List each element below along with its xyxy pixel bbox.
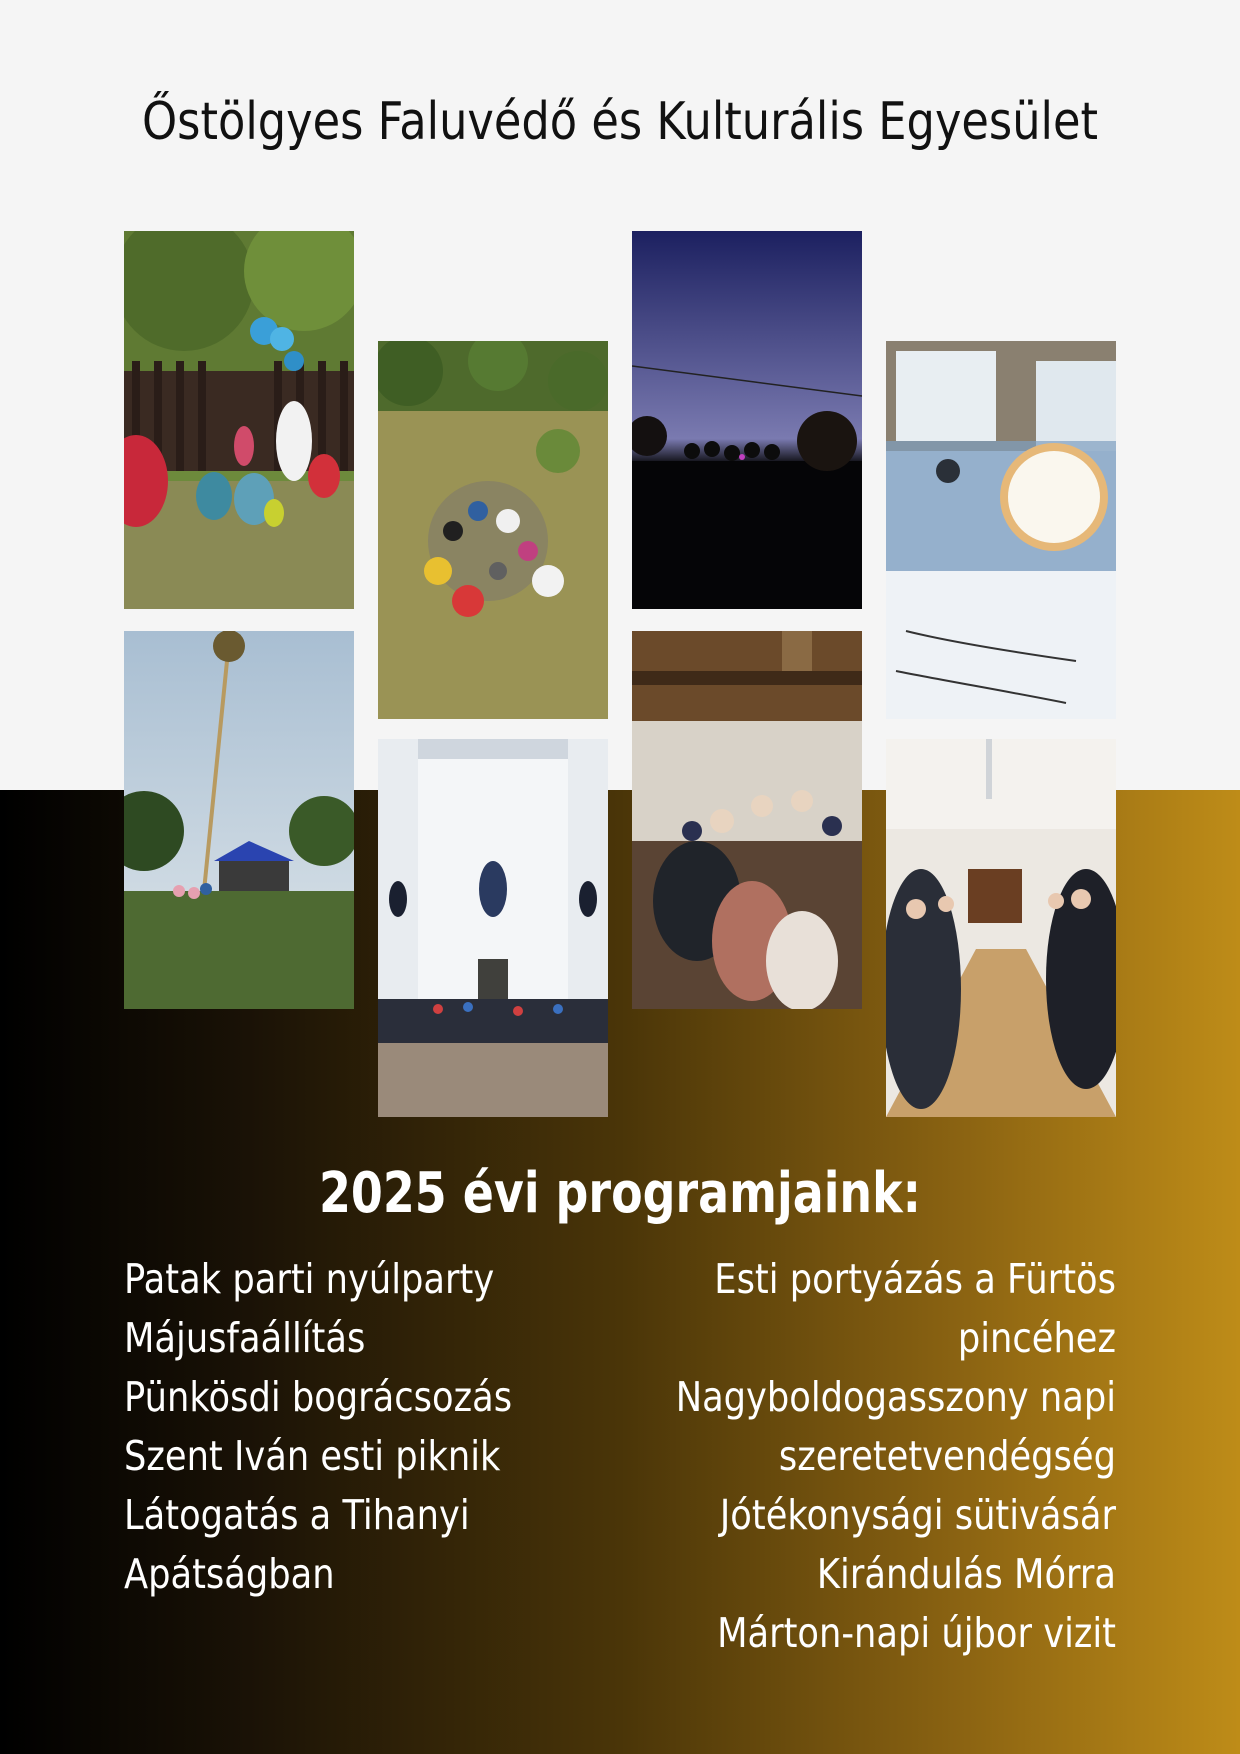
- easter-garden-scene-icon: [124, 231, 354, 609]
- program-item: szeretetvendégség: [778, 1432, 1116, 1480]
- page-title: Őstölgyes Faluvédő és Kulturális Egyesület: [141, 92, 1099, 152]
- cellar-gathering-photo: [632, 631, 862, 1009]
- programs-heading: 2025 évi programjaink:: [318, 1161, 922, 1226]
- program-item: Nagyboldogasszony napi: [675, 1373, 1116, 1421]
- charity-cookie-photo: [886, 341, 1116, 719]
- program-item: Szent Iván esti piknik: [124, 1432, 501, 1480]
- program-list-left: [124, 1250, 606, 1604]
- maypole-tent-icon: [124, 631, 354, 1009]
- program-item: Esti portyázás a Fürtös: [714, 1255, 1116, 1303]
- church-group-photo: [378, 739, 608, 1117]
- wine-cellar-crowd-icon: [632, 631, 862, 1009]
- evening-silhouettes-icon: [632, 231, 862, 609]
- cookie-box-icon: [886, 341, 1116, 719]
- picnic-meadow-photo: [378, 341, 608, 719]
- program-item: Májusfaállítás: [124, 1314, 366, 1362]
- program-list-right: [634, 1250, 1116, 1663]
- banquet-hall-icon: [886, 739, 1116, 1117]
- night-sky-photo: [632, 231, 862, 609]
- program-item: Jótékonysági sütivásár: [719, 1491, 1116, 1539]
- picnic-on-grass-icon: [378, 341, 608, 719]
- program-item: Látogatás a Tihanyi: [124, 1491, 470, 1539]
- maypole-photo: [124, 631, 354, 1009]
- hall-dinner-photo: [886, 739, 1116, 1117]
- program-item: Patak parti nyúlparty: [124, 1255, 495, 1303]
- program-item: Apátságban: [124, 1550, 335, 1598]
- program-item: pincéhez: [957, 1314, 1116, 1362]
- program-item: Márton-napi újbor vizit: [717, 1609, 1116, 1657]
- easter-bunny-photo: [124, 231, 354, 609]
- program-item: Kirándulás Mórra: [816, 1550, 1116, 1598]
- program-item: Pünkösdi bográcsozás: [124, 1373, 513, 1421]
- abbey-church-group-icon: [378, 739, 608, 1117]
